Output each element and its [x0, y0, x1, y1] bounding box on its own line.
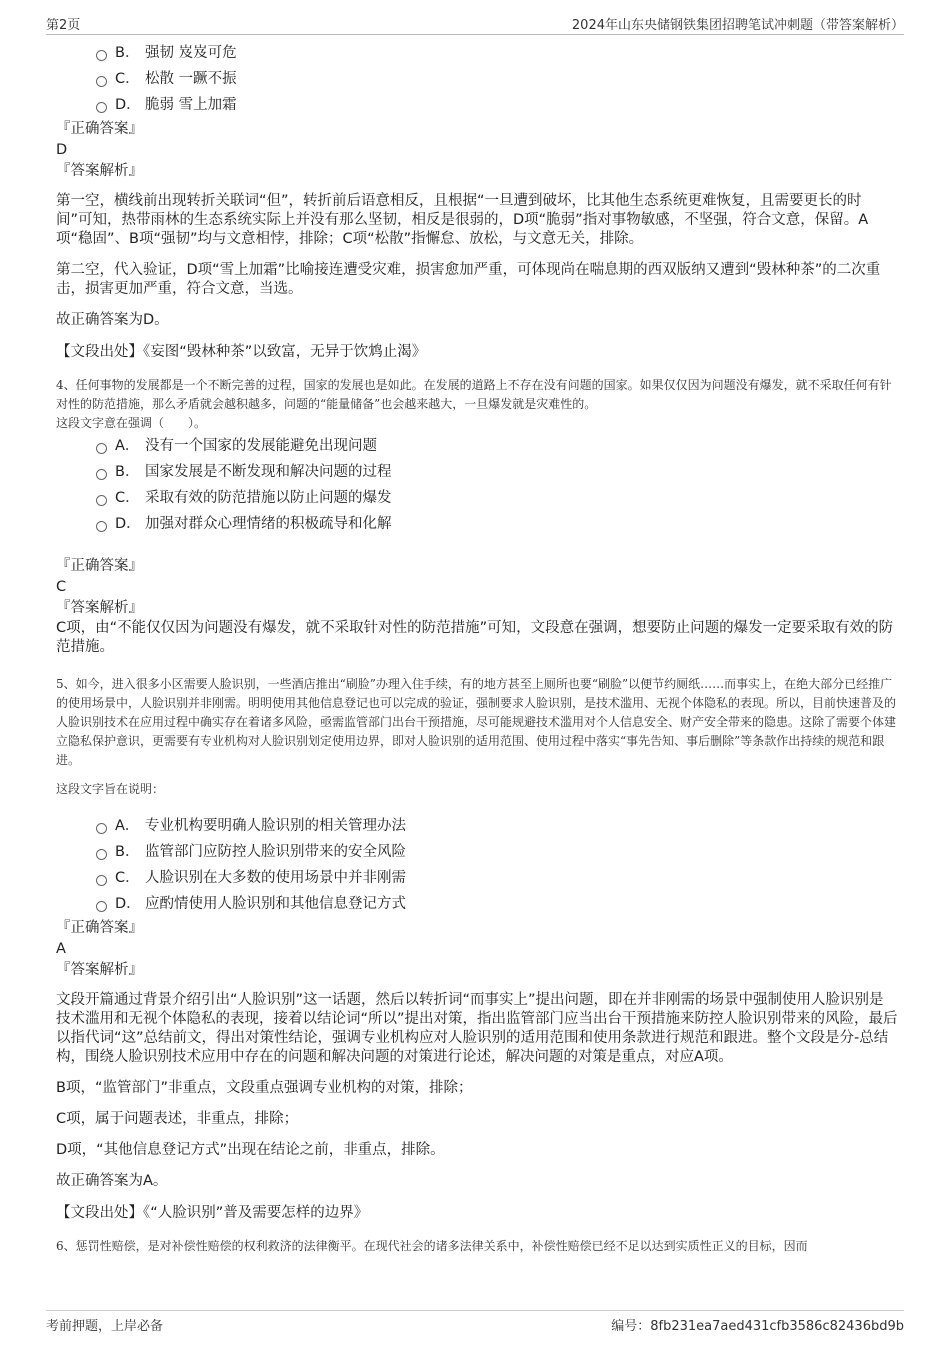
radio-icon[interactable]: [96, 469, 107, 480]
q5-option-d[interactable]: D． 应酌情使用人脸识别和其他信息登记方式: [56, 891, 898, 917]
q3-answer: D: [56, 142, 68, 158]
page-number: 第2页: [46, 18, 81, 33]
q5-analysis-paragraph: B项，“监管部门”非重点，文段重点强调专业机构的对策，排除；: [56, 1080, 473, 1096]
q5-option-b[interactable]: B． 监管部门应防控人脸识别带来的安全风险: [56, 839, 898, 865]
q5-source: 【文段出处】《“人脸识别”普及需要怎样的边界》: [56, 1205, 369, 1221]
radio-icon[interactable]: [96, 823, 107, 834]
q3-analysis-paragraph: 故正确答案为D。: [56, 312, 169, 328]
q5-prompt: 这段文字旨在说明：: [56, 782, 165, 796]
radio-icon[interactable]: [96, 443, 107, 454]
q3-option-b[interactable]: B． 强韧 岌岌可危: [56, 40, 898, 66]
footer-slogan: 考前押题，上岸必备: [46, 1319, 164, 1334]
q5-analysis-paragraph: D项，“其他信息登记方式”出现在结论之前，非重点，排除。: [56, 1142, 445, 1158]
q4-option-a[interactable]: A． 没有一个国家的发展能避免出现问题: [56, 433, 898, 459]
q4-stem: 4、任何事物的发展都是一个不断完善的过程，国家的发展也是如此。在发展的道路上不存在没有问题的国家。如果仅仅因为问题没有爆发，就不采取任何有针对性的防范措施，那么矛盾就会越积越多，问题的“能量储备”也会越来越大，一旦爆发就是灾难性的。: [56, 378, 892, 411]
radio-icon[interactable]: [96, 495, 107, 506]
page-footer: [46, 1310, 904, 1339]
q3-option-c[interactable]: C． 松散 一蹶不振: [56, 66, 898, 92]
radio-icon[interactable]: [96, 875, 107, 886]
q4-options: [56, 433, 898, 537]
q5-analysis-label: 『答案解析』: [56, 962, 143, 978]
radio-icon[interactable]: [96, 50, 107, 61]
q5-stem: 5、如今，进入很多小区需要人脸识别，一些酒店推出“刷脸”办理入住手续，有的地方甚至上厕所也要“刷脸”以便节约厕纸……而事实上，在绝大部分已经推广的使用场景中，人脸识别并非刚需。明明使用其他信息登记也可以完成的验证，强制要求人脸识别，是技术滥用、无视个体隐私的表现。所以，目前快速普及的人脸识别技术在应用过程中确实存在着诸多风险，亟需监管部门出台干预措施，尽可能规避技术滥用对个人信息安全、财产安全带来的隐患。这除了需要个体建立隐私保护意识，更需要有专业机构对人脸识别划定使用边界，即对人脸识别的适用范围、使用过程中落实“事先告知、事后删除”等条款作出持续的规范和跟进。: [56, 677, 897, 767]
q3-options: [56, 40, 898, 118]
q4-option-c[interactable]: C． 采取有效的防范措施以防止问题的爆发: [56, 485, 898, 511]
q5-answer: A: [56, 941, 66, 957]
radio-icon[interactable]: [96, 76, 107, 87]
radio-icon[interactable]: [96, 901, 107, 912]
q3-source: 【文段出处】《妄图“毁林种茶”以致富，无异于饮鸩止渴》: [56, 344, 427, 360]
radio-icon[interactable]: [96, 102, 107, 113]
q5-option-c[interactable]: C． 人脸识别在大多数的使用场景中并非刚需: [56, 865, 898, 891]
q5-options: [56, 813, 898, 917]
q4-analysis: C项，由“不能仅仅因为问题没有爆发，就不采取针对性的防范措施”可知，文段意在强调，想要防止问题的爆发一定要采取有效的防范措施。: [56, 620, 894, 655]
q5-option-a[interactable]: A． 专业机构要明确人脸识别的相关管理办法: [56, 813, 898, 839]
page-header: [46, 14, 904, 35]
q3-analysis-label: 『答案解析』: [56, 163, 143, 179]
page-content: [56, 40, 898, 1298]
q3-option-d[interactable]: D． 脆弱 雪上加霜: [56, 92, 898, 118]
q4-answer: C: [56, 579, 67, 595]
q5-analysis-paragraph: 故正确答案为A。: [56, 1173, 168, 1189]
q5-analysis-paragraph: C项，属于问题表述，非重点，排除；: [56, 1111, 299, 1127]
q4-analysis-label: 『答案解析』: [56, 600, 143, 616]
q4-option-b[interactable]: B． 国家发展是不断发现和解决问题的过程: [56, 459, 898, 485]
document-id: 编号：8fb231ea7aed431cfb3586c82436bd9b: [611, 1319, 904, 1334]
q4-prompt: 这段文字意在强调（ ）。: [56, 416, 207, 430]
q5-analysis-paragraph: 文段开篇通过背景介绍引出“人脸识别”这一话题，然后以转折词“而事实上”提出问题，即在并非刚需的场景中强制使用人脸识别是技术滥用和无视个体隐私的表现，接着以结论词“所以”提出对策，指出监管部门应当出台干预措施来防控人脸识别带来的风险，最后以指代词“这”总结前文，得出对策性结论，强调专业机构应对人脸识别的适用范围和使用条款进行规范和跟进。整个文段是分-总结构，围绕人脸识别技术应用中存在的问题和解决问题的对策进行论述，解决问题的对策是重点，对应A项。: [56, 992, 898, 1065]
q4-option-d[interactable]: D． 加强对群众心理情绪的积极疏导和化解: [56, 511, 898, 537]
radio-icon[interactable]: [96, 849, 107, 860]
document-title: 2024年山东央储钢铁集团招聘笔试冲刺题（带答案解析）: [571, 18, 904, 33]
q3-analysis-paragraph: 第二空，代入验证，D项“雪上加霜”比喻接连遭受灾难，损害愈加严重，可体现尚在喘息期的西双版纳又遭到“毁林种茶”的二次重击，损害更加严重，符合文意，当选。: [56, 262, 881, 297]
q4-answer-label: 『正确答案』: [56, 558, 143, 574]
q6-stem: 6、惩罚性赔偿，是对补偿性赔偿的权利救济的法律衡平。在现代社会的诸多法律关系中，补偿性赔偿已经不足以达到实质性正义的目标，因而: [56, 1239, 808, 1253]
radio-icon[interactable]: [96, 521, 107, 532]
q5-answer-label: 『正确答案』: [56, 920, 143, 936]
q3-answer-label: 『正确答案』: [56, 121, 143, 137]
q3-analysis-paragraph: 第一空，横线前出现转折关联词“但”，转折前后语意相反，且根据“一旦遭到破坏，比其他生态系统更难恢复，且需要更长的时间”可知，热带雨林的生态系统实际上并没有那么坚韧，相反是很弱的，D项“脆弱”指对事物敏感，不坚强，符合文意，保留。A项“稳固”、B项“强韧”均与文意相悖，排除；C项“松散”指懈怠、放松，与文意无关，排除。: [56, 193, 869, 247]
